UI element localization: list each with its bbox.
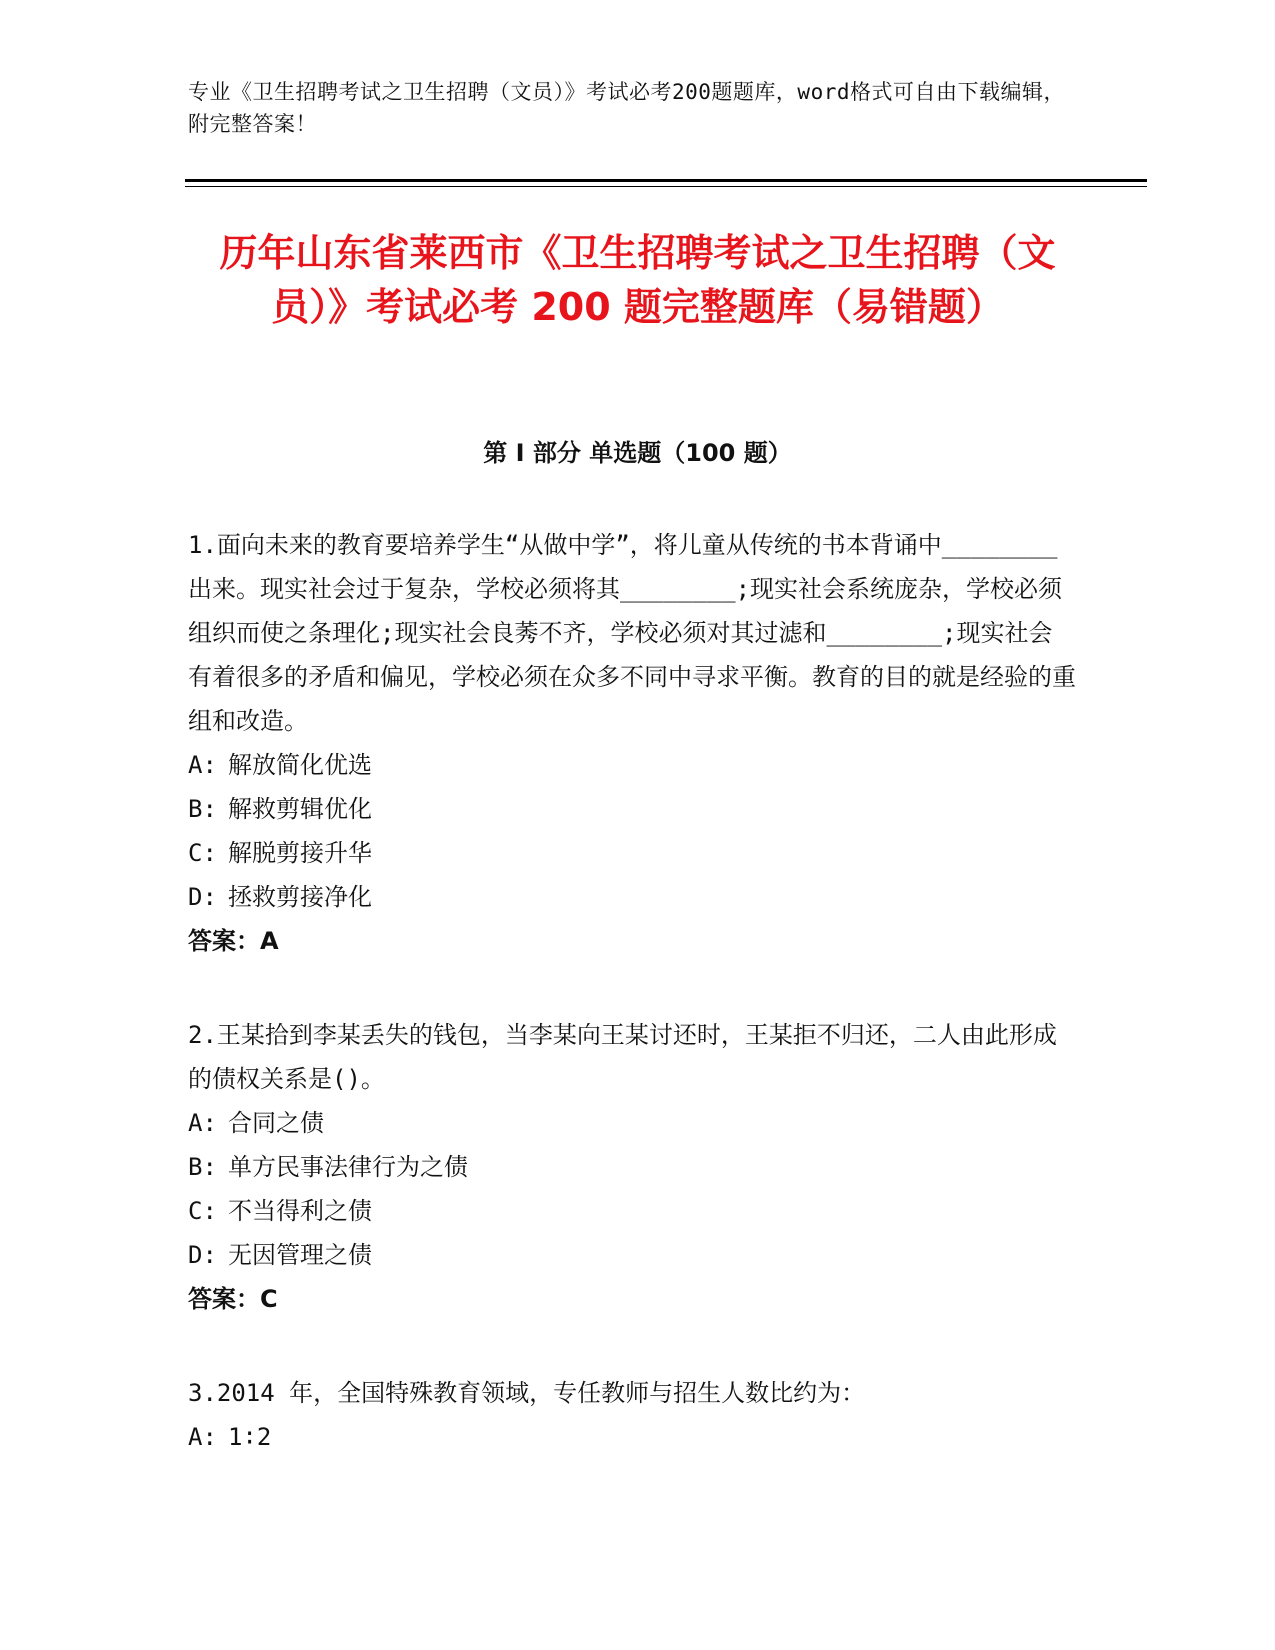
option-text: 拯救剪接净化 (228, 883, 372, 911)
option-text: 解救剪辑优化 (228, 795, 372, 823)
option-a (188, 1415, 1076, 1459)
option-text: 不当得利之债 (228, 1197, 372, 1225)
option-c (188, 831, 1076, 875)
option-text: 无因管理之债 (228, 1241, 372, 1269)
answer-line: 答案：A (188, 927, 279, 955)
option-text: 解放简化优选 (228, 751, 372, 779)
option-letter: D: (188, 1241, 217, 1269)
option-a (188, 743, 1076, 787)
question-list (188, 523, 1076, 1509)
answer-line: 答案：C (188, 1285, 278, 1313)
question-stem: 1.面向未来的教育要培养学生“从做中学”，将儿童从传统的书本背诵中________出来。现实社会过于复杂，学校必须将其________;现实社会系统庞杂，学校必须组织而使之条理化;现实社会良莠不齐，学校必须对其过滤和________;现实社会有着很多的矛盾和偏见，学校必须在众多不同中寻求平衡。教育的目的就是经验的重组和改造。 (188, 531, 1076, 735)
option-letter: C: (188, 839, 217, 867)
header-rule-thin (185, 186, 1147, 187)
question-1 (188, 523, 1076, 963)
header-note: 专业《卫生招聘考试之卫生招聘（文员）》考试必考200题题库，word格式可自由下载编辑，附完整答案！ (188, 80, 1065, 136)
option-text: 解脱剪接升华 (228, 839, 372, 867)
option-letter: C: (188, 1197, 217, 1225)
option-text: 合同之债 (228, 1109, 324, 1137)
question-3 (188, 1371, 1076, 1459)
question-stem: 3.2014 年，全国特殊教育领域，专任教师与招生人数比约为： (188, 1379, 866, 1407)
section-heading: 第 I 部分 单选题（100 题） (483, 439, 792, 467)
question-stem: 2.王某拾到李某丢失的钱包，当李某向王某讨还时，王某拒不归还，二人由此形成的债权关系是()。 (188, 1021, 1057, 1093)
option-c (188, 1189, 1076, 1233)
header-rule-thick (185, 179, 1147, 182)
option-d (188, 1233, 1076, 1277)
option-letter: B: (188, 1153, 217, 1181)
option-letter: D: (188, 883, 217, 911)
option-a (188, 1101, 1076, 1145)
option-b (188, 1145, 1076, 1189)
option-d (188, 875, 1076, 919)
option-letter: B: (188, 795, 217, 823)
question-2 (188, 1013, 1076, 1321)
document-title: 历年山东省莱西市《卫生招聘考试之卫生招聘（文员）》考试必考 200 题完整题库（易错题） (219, 231, 1056, 329)
option-letter: A: (188, 1109, 217, 1137)
option-letter: A: (188, 1423, 217, 1451)
option-text: 单方民事法律行为之债 (228, 1153, 468, 1181)
option-b (188, 787, 1076, 831)
option-text: 1∶2 (228, 1423, 272, 1451)
option-letter: A: (188, 751, 217, 779)
